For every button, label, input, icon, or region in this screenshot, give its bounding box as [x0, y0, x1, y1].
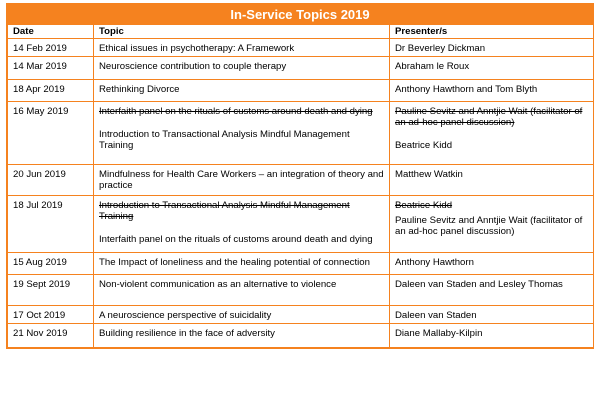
date-cell: 14 Feb 2019 [8, 39, 94, 57]
presenter-entry: Anthony Hawthorn and Tom Blyth [395, 84, 538, 95]
presenter-cell [390, 196, 594, 253]
topic-cell [94, 165, 390, 196]
table-row [8, 253, 594, 275]
presenter-cell [390, 306, 594, 324]
header-presenter: Presenter/s [390, 25, 594, 39]
date-cell: 18 Jul 2019 [8, 196, 94, 253]
presenter-cell [390, 324, 594, 348]
topics-table-card [6, 3, 594, 349]
presenter-cell [390, 165, 594, 196]
topics-table [7, 24, 594, 348]
header-date: Date [8, 25, 94, 39]
topic-entry: Introduction to Transactional Analysis Mindful Management Training [99, 200, 350, 222]
table-row [8, 196, 594, 253]
presenter-cell [390, 253, 594, 275]
topic-cell [94, 80, 390, 102]
topic-cell [94, 39, 390, 57]
presenter-entry: Beatrice Kidd [395, 200, 453, 211]
table-row [8, 39, 594, 57]
date-cell: 17 Oct 2019 [8, 306, 94, 324]
date-cell: 20 Jun 2019 [8, 165, 94, 196]
topic-entry: Building resilience in the face of adversity [99, 328, 275, 339]
presenter-cell [390, 39, 594, 57]
presenter-cell [390, 275, 594, 306]
topic-cell [94, 57, 390, 80]
table-row [8, 306, 594, 324]
date-cell: 18 Apr 2019 [8, 80, 94, 102]
table-row [8, 80, 594, 102]
topic-entry: Interfaith panel on the rituals of customs around death and dying [99, 106, 373, 117]
presenter-cell [390, 57, 594, 80]
presenter-entry: Matthew Watkin [395, 169, 463, 180]
presenter-entry: Beatrice Kidd [395, 140, 453, 151]
topic-cell [94, 253, 390, 275]
table-row [8, 324, 594, 348]
table-title: In-Service Topics 2019 [7, 4, 593, 24]
topic-entry: Non-violent communication as an alternative to violence [99, 279, 337, 290]
topic-cell [94, 306, 390, 324]
header-row [8, 25, 594, 39]
header-topic: Topic [94, 25, 390, 39]
topic-entry: Introduction to Transactional Analysis Mindful Management Training [99, 129, 350, 151]
topic-entry: A neuroscience perspective of suicidality [99, 310, 272, 321]
presenter-entry: Dr Beverley Dickman [395, 43, 486, 54]
table-row [8, 57, 594, 80]
presenter-entry: Daleen van Staden [395, 310, 477, 321]
presenter-cell [390, 80, 594, 102]
topic-cell [94, 324, 390, 348]
topic-entry: Ethical issues in psychotherapy: A Framework [99, 43, 295, 54]
topic-entry: Rethinking Divorce [99, 84, 180, 95]
presenter-entry: Abraham le Roux [395, 61, 470, 72]
presenter-entry: Anthony Hawthorn [395, 257, 474, 268]
presenter-cell [390, 102, 594, 165]
table-row [8, 165, 594, 196]
date-cell: 21 Nov 2019 [8, 324, 94, 348]
topic-cell [94, 196, 390, 253]
date-cell: 15 Aug 2019 [8, 253, 94, 275]
topic-cell [94, 275, 390, 306]
presenter-entry: Pauline Sevitz and Anntjie Wait (facilitator of an ad-hoc panel discussion) [395, 215, 583, 237]
table-row [8, 275, 594, 306]
topic-entry: The Impact of loneliness and the healing potential of connection [99, 257, 370, 268]
topic-entry: Interfaith panel on the rituals of customs around death and dying [99, 234, 373, 245]
date-cell: 16 May 2019 [8, 102, 94, 165]
date-cell: 14 Mar 2019 [8, 57, 94, 80]
presenter-entry: Daleen van Staden and Lesley Thomas [395, 279, 563, 290]
presenter-entry: Diane Mallaby-Kilpin [395, 328, 483, 339]
topic-entry: Neuroscience contribution to couple therapy [99, 61, 287, 72]
topic-entry: Mindfulness for Health Care Workers – an integration of theory and practice [99, 169, 384, 191]
topic-cell [94, 102, 390, 165]
presenter-entry: Pauline Sevitz and Anntjie Wait (facilitator of an ad-hoc panel discussion) [395, 106, 583, 128]
table-row [8, 102, 594, 165]
date-cell: 19 Sept 2019 [8, 275, 94, 306]
